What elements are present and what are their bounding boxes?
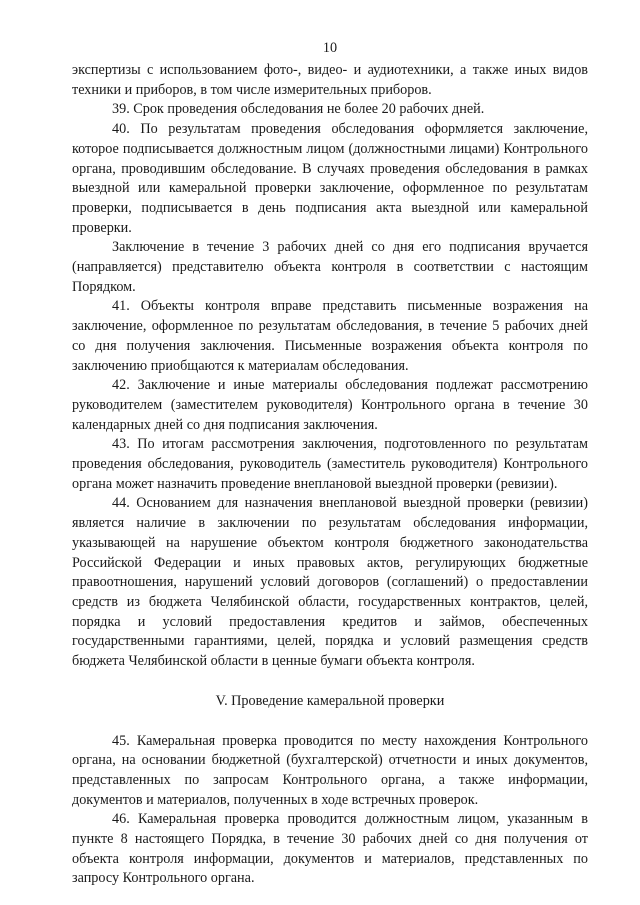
paragraph-44: 44. Основанием для назначения внеплановой выездной проверки (ревизии) является наличие в заключении по результатам обследования информации, указывающей на нарушение объектом контроля бюджетного законодательства Российской Федерации и иных правовых актов, регулирующих бюджетные правоотношения, нарушений условий договоров (соглашений) о предоставлении средств из бюджета Челябинской области, государственных контрактов, целей, порядка и условий предоставления кредитов и займов, обеспеченных государственными гарантиями, целей, порядка и условий размещения средств бюджета Челябинской области в ценные бумаги объекта контроля. xyxy=(72,495,588,670)
paragraph-43: 43. По итогам рассмотрения заключения, подготовленного по результатам проведения обследования, руководитель (заместитель руководителя) Контрольного органа может назначить проведение внеплановой выездной проверки (ревизии). xyxy=(72,436,588,492)
paragraph-40-delivery: Заключение в течение 3 рабочих дней со дня его подписания вручается (направляется) представителю объекта контроля в соответствии с настоящим Порядком. xyxy=(72,239,588,295)
section-title: V. Проведение камеральной проверки xyxy=(215,692,445,709)
paragraph-continuation: экспертизы с использованием фото-, видео- и аудиотехники, а также иных видов техники и приборов, в том числе измерительных приборов. xyxy=(72,62,588,98)
paragraph-45: 45. Камеральная проверка проводится по месту нахождения Контрольного органа, на основании бюджетной (бухгалтерской) отчетности и иных документов, представленных по запросам Контрольного органа, а также информации, документов и материалов, полученных в ходе встречных проверок. xyxy=(72,732,588,808)
page-number: 10 xyxy=(322,40,338,56)
paragraph-41: 41. Объекты контроля вправе представить письменные возражения на заключение, оформленное по результатам обследования, в течение 5 рабочих дней со дня получения заключения. Письменные возражения объекта контроля по заключению приобщаются к материалам обследования. xyxy=(72,298,588,374)
paragraph-40: 40. По результатам проведения обследования оформляется заключение, которое подписывается должностным лицом (должностными лицами) Контрольного органа, проводившим обследование. В случаях проведения обследования в рамках выездной или камеральной проверки заключение, оформленное по результатам проверки, подписывается в день подписания акта выездной или камеральной проверки. xyxy=(72,121,588,236)
paragraph-42: 42. Заключение и иные материалы обследования подлежат рассмотрению руководителем (заместителем руководителя) Контрольного органа в течение 30 календарных дней со дня подписания заключения. xyxy=(72,377,588,433)
document-page xyxy=(72,38,588,889)
paragraph-46: 46. Камеральная проверка проводится должностным лицом, указанным в пункте 8 настоящего Порядка, в течение 30 рабочих дней со дня получения от объекта контроля информации, документов и материалов, представленных по запросу Контрольного органа. xyxy=(72,811,588,887)
paragraph-39: 39. Срок проведения обследования не более 20 рабочих дней. xyxy=(112,101,485,118)
